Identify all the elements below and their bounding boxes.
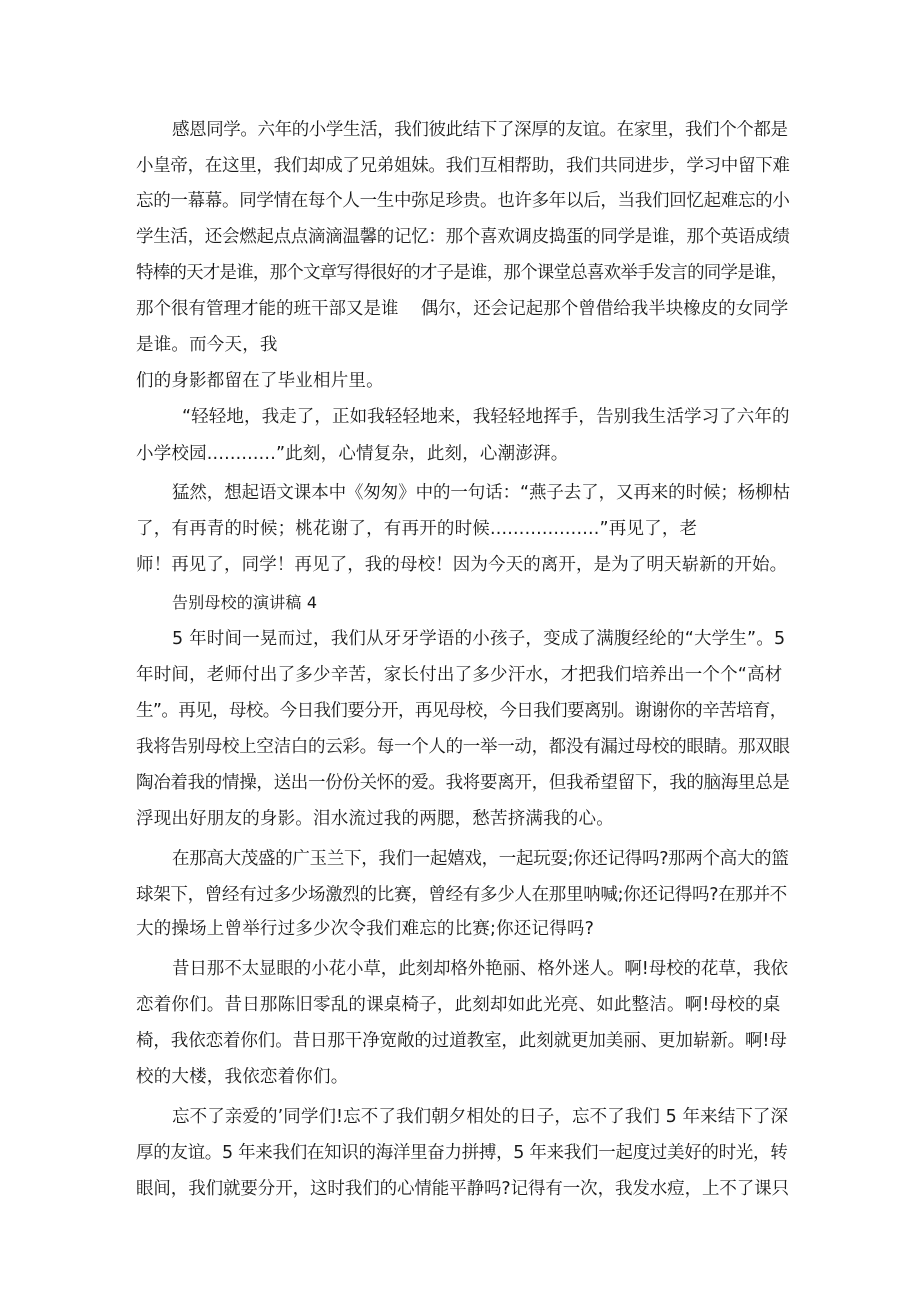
paragraph-4-line-1: 5 年时间一晃而过，我们从牙牙学语的小孩子，变成了满腹经纶的“大学生”。5 xyxy=(172,629,786,649)
paragraph-1-line-8: 们的身影都留在了毕业相片里。 xyxy=(136,371,384,391)
section-heading: 告别母校的演讲稿 4 xyxy=(172,593,318,612)
paragraph-6-line-4: 校的大楼，我依恋着你们。 xyxy=(136,1067,349,1087)
paragraph-7-line-3: 眼间，我们就要分开，这时我们的心情能平静吗?记得有一次，我发水痘，上不了课只 xyxy=(136,1179,789,1199)
paragraph-4-line-5: 陶冶着我的情操，送出一份份关怀的爱。我将要离开，但我希望留下，我的脑海里总是 xyxy=(136,773,790,793)
paragraph-1-line-2: 小皇帝，在这里，我们却成了兄弟姐妹。我们互相帮助，我们共同进步，学习中留下难 xyxy=(136,156,790,176)
paragraph-3-line-3: 师！再见了，同学！再见了，我的母校！因为今天的离开，是为了明天崭新的开始。 xyxy=(136,555,788,575)
paragraph-3-line-2: 了，有再青的时候；桃花谢了，有再开的时候...................”再见了，老 xyxy=(136,519,698,539)
paragraph-5-line-1: 在那高大茂盛的广玉兰下，我们一起嬉戏，一起玩耍;你还记得吗?那两个高大的篮 xyxy=(172,849,789,869)
paragraph-6-line-2: 恋着你们。昔日那陈旧零乱的课桌椅子，此刻却如此光亮、如此整洁。啊!母校的桌 xyxy=(136,995,781,1015)
paragraph-7-line-2: 厚的友谊。5 年来我们在知识的海洋里奋力拼搏，5 年来我们一起度过美好的时光，转 xyxy=(136,1143,788,1163)
paragraph-1-line-4: 学生活，还会燃起点点滴滴温馨的记忆：那个喜欢调皮捣蛋的同学是谁，那个英语成绩 xyxy=(136,227,790,247)
paragraph-5-line-2: 球架下，曾经有过多少场激烈的比赛，曾经有多少人在那里呐喊;你还记得吗?在那并不 xyxy=(136,885,787,905)
paragraph-6-line-1: 昔日那不太显眼的小花小草，此刻却格外艳丽、格外迷人。啊!母校的花草，我依 xyxy=(172,959,788,979)
paragraph-4-line-4: 我将告别母校上空洁白的云彩。每一个人的一举一动，都没有漏过母校的眼睛。那双眼 xyxy=(136,737,790,757)
paragraph-2-line-1: “轻轻地，我走了，正如我轻轻地来，我轻轻地挥手，告别我生活学习了六年的 xyxy=(182,407,790,427)
paragraph-4-line-2: 年时间，老师付出了多少辛苦，家长付出了多少汗水，才把我们培养出一个个“高材 xyxy=(136,665,783,685)
paragraph-1-line-5: 特棒的天才是谁，那个文章写得很好的才子是谁，那个课堂总喜欢举手发言的同学是谁， xyxy=(136,263,788,283)
paragraph-5-line-3: 大的操场上曾举行过多少次令我们难忘的比赛;你还记得吗? xyxy=(136,919,595,939)
paragraph-1-line-1: 感恩同学。六年的小学生活，我们彼此结下了深厚的友谊。在家里，我们个个都是 xyxy=(172,120,788,140)
paragraph-7-line-1: 忘不了亲爱的’同学们!忘不了我们朝夕相处的日子，忘不了我们 5 年来结下了深 xyxy=(172,1107,789,1127)
paragraph-1-line-6: 那个很有管理才能的班干部又是谁 偶尔，还会记起那个曾借给我半块橡皮的女同学 xyxy=(136,299,789,319)
paragraph-6-line-3: 椅，我依恋着你们。昔日那干净宽敞的过道教室，此刻就更加美丽、更加崭新。啊!母 xyxy=(136,1031,787,1051)
paragraph-1-line-3: 忘的一幕幕。同学情在每个人一生中弥足珍贵。也许多年以后，当我们回忆起难忘的小 xyxy=(136,191,790,211)
paragraph-3-line-1: 猛然，想起语文课本中《匆匆》中的一句话：“燕子去了，又再来的时候；杨柳枯 xyxy=(172,483,790,503)
paragraph-1-line-7: 是谁。而今天，我 xyxy=(136,335,278,355)
paragraph-4-line-3: 生”。再见，母校。今日我们要分开，再见母校，今日我们要离别。谢谢你的辛苦培育， xyxy=(136,701,787,721)
paragraph-4-line-6: 浮现出好朋友的身影。泪水流过我的两腮，愁苦挤满我的心。 xyxy=(136,809,614,829)
paragraph-2-line-2: 小学校园............”此刻，心情复杂，此刻，心潮澎湃。 xyxy=(136,444,569,464)
